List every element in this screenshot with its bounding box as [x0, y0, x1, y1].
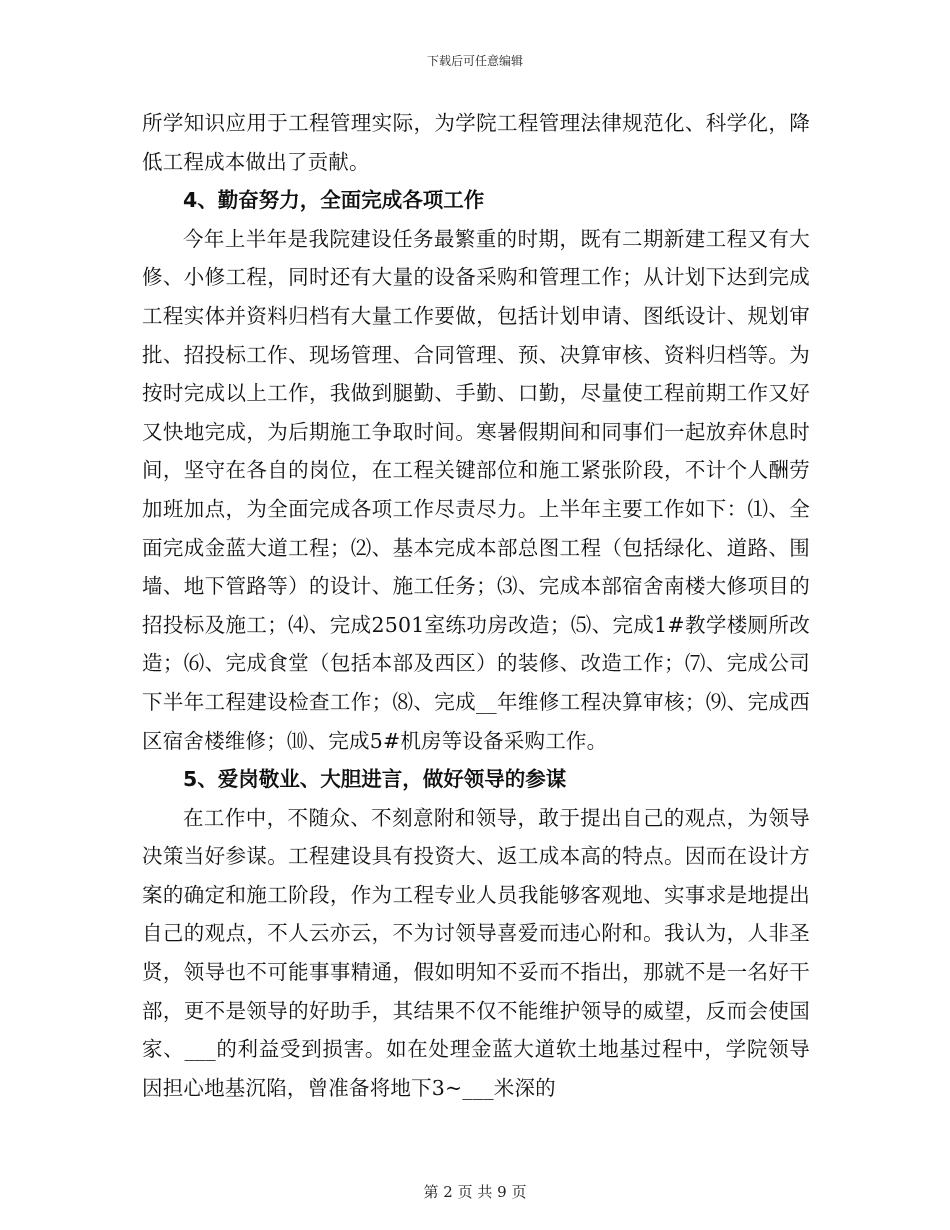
section-paragraph-4: 今年上半年是我院建设任务最繁重的时期，既有二期新建工程又有大修、小修工程，同时还有大量的设备采购和管理工作；从计划下达到完成工程实体并资料归档有大量工作要做，包括计划申请、图纸设计、规划审批、招投标工作、现场管理、合同管理、预、决算审核、资料归档等。为按时完成以上工作，我做到腿勤、手勤、口勤，尽量使工程前期工作又好又快地完成，为后期施工争取时间。寒暑假期间和同事们一起放弃休息时间，坚守在各自的岗位，在工程关键部位和施工紧张阶段，不计个人酬劳加班加点，为全面完成各项工作尽责尽力。上半年主要工作如下：⑴、全面完成金蓝大道工程；⑵、基本完成本部总图工程（包括绿化、道路、围墙、地下管路等）的设计、施工任务；⑶、完成本部宿舍南楼大修项目的招投标及施工；⑷、完成2501室练功房改造；⑸、完成1#教学楼厕所改造；⑹、完成食堂（包括本部及西区）的装修、改造工作；⑺、完成公司下半年工程建设检查工作；⑻、完成__年维修工程决算审核；⑼、完成西区宿舍楼维修；⑽、完成5#机房等设备采购工作。	[142, 226, 810, 753]
document-body	[142, 104, 810, 1107]
section-paragraph-5: 在工作中，不随众、不刻意附和领导，敢于提出自己的观点，为领导决策当好参谋。工程建设具有投资大、返工成本高的特点。因而在设计方案的确定和施工阶段，作为工程专业人员我能够客观地、实事求是地提出自己的观点，不人云亦云，不为讨领导喜爱而违心附和。我认为，人非圣贤，领导也不可能事事精通，假如明知不妥而不指出，那就不是一名好干部，更不是领导的好助手，其结果不仅不能维护领导的威望，反而会使国家、___的利益受到损害。如在处理金蓝大道软土地基过程中，学院领导因担心地基沉陷，曾准备将地下3~___米深的	[142, 805, 810, 1100]
paragraph-continued: 所学知识应用于工程管理实际，为学院工程管理法律规范化、科学化，降低工程成本做出了贡献。	[142, 111, 810, 174]
page-header: 下载后可任意编辑	[426, 54, 523, 68]
section-heading-5: 5、爱岗敬业、大胆进言，做好领导的参谋	[183, 767, 567, 792]
page-number: 第 2 页 共 9 页	[423, 1183, 527, 1201]
section-heading-4: 4、勤奋努力，全面完成各项工作	[183, 188, 485, 213]
